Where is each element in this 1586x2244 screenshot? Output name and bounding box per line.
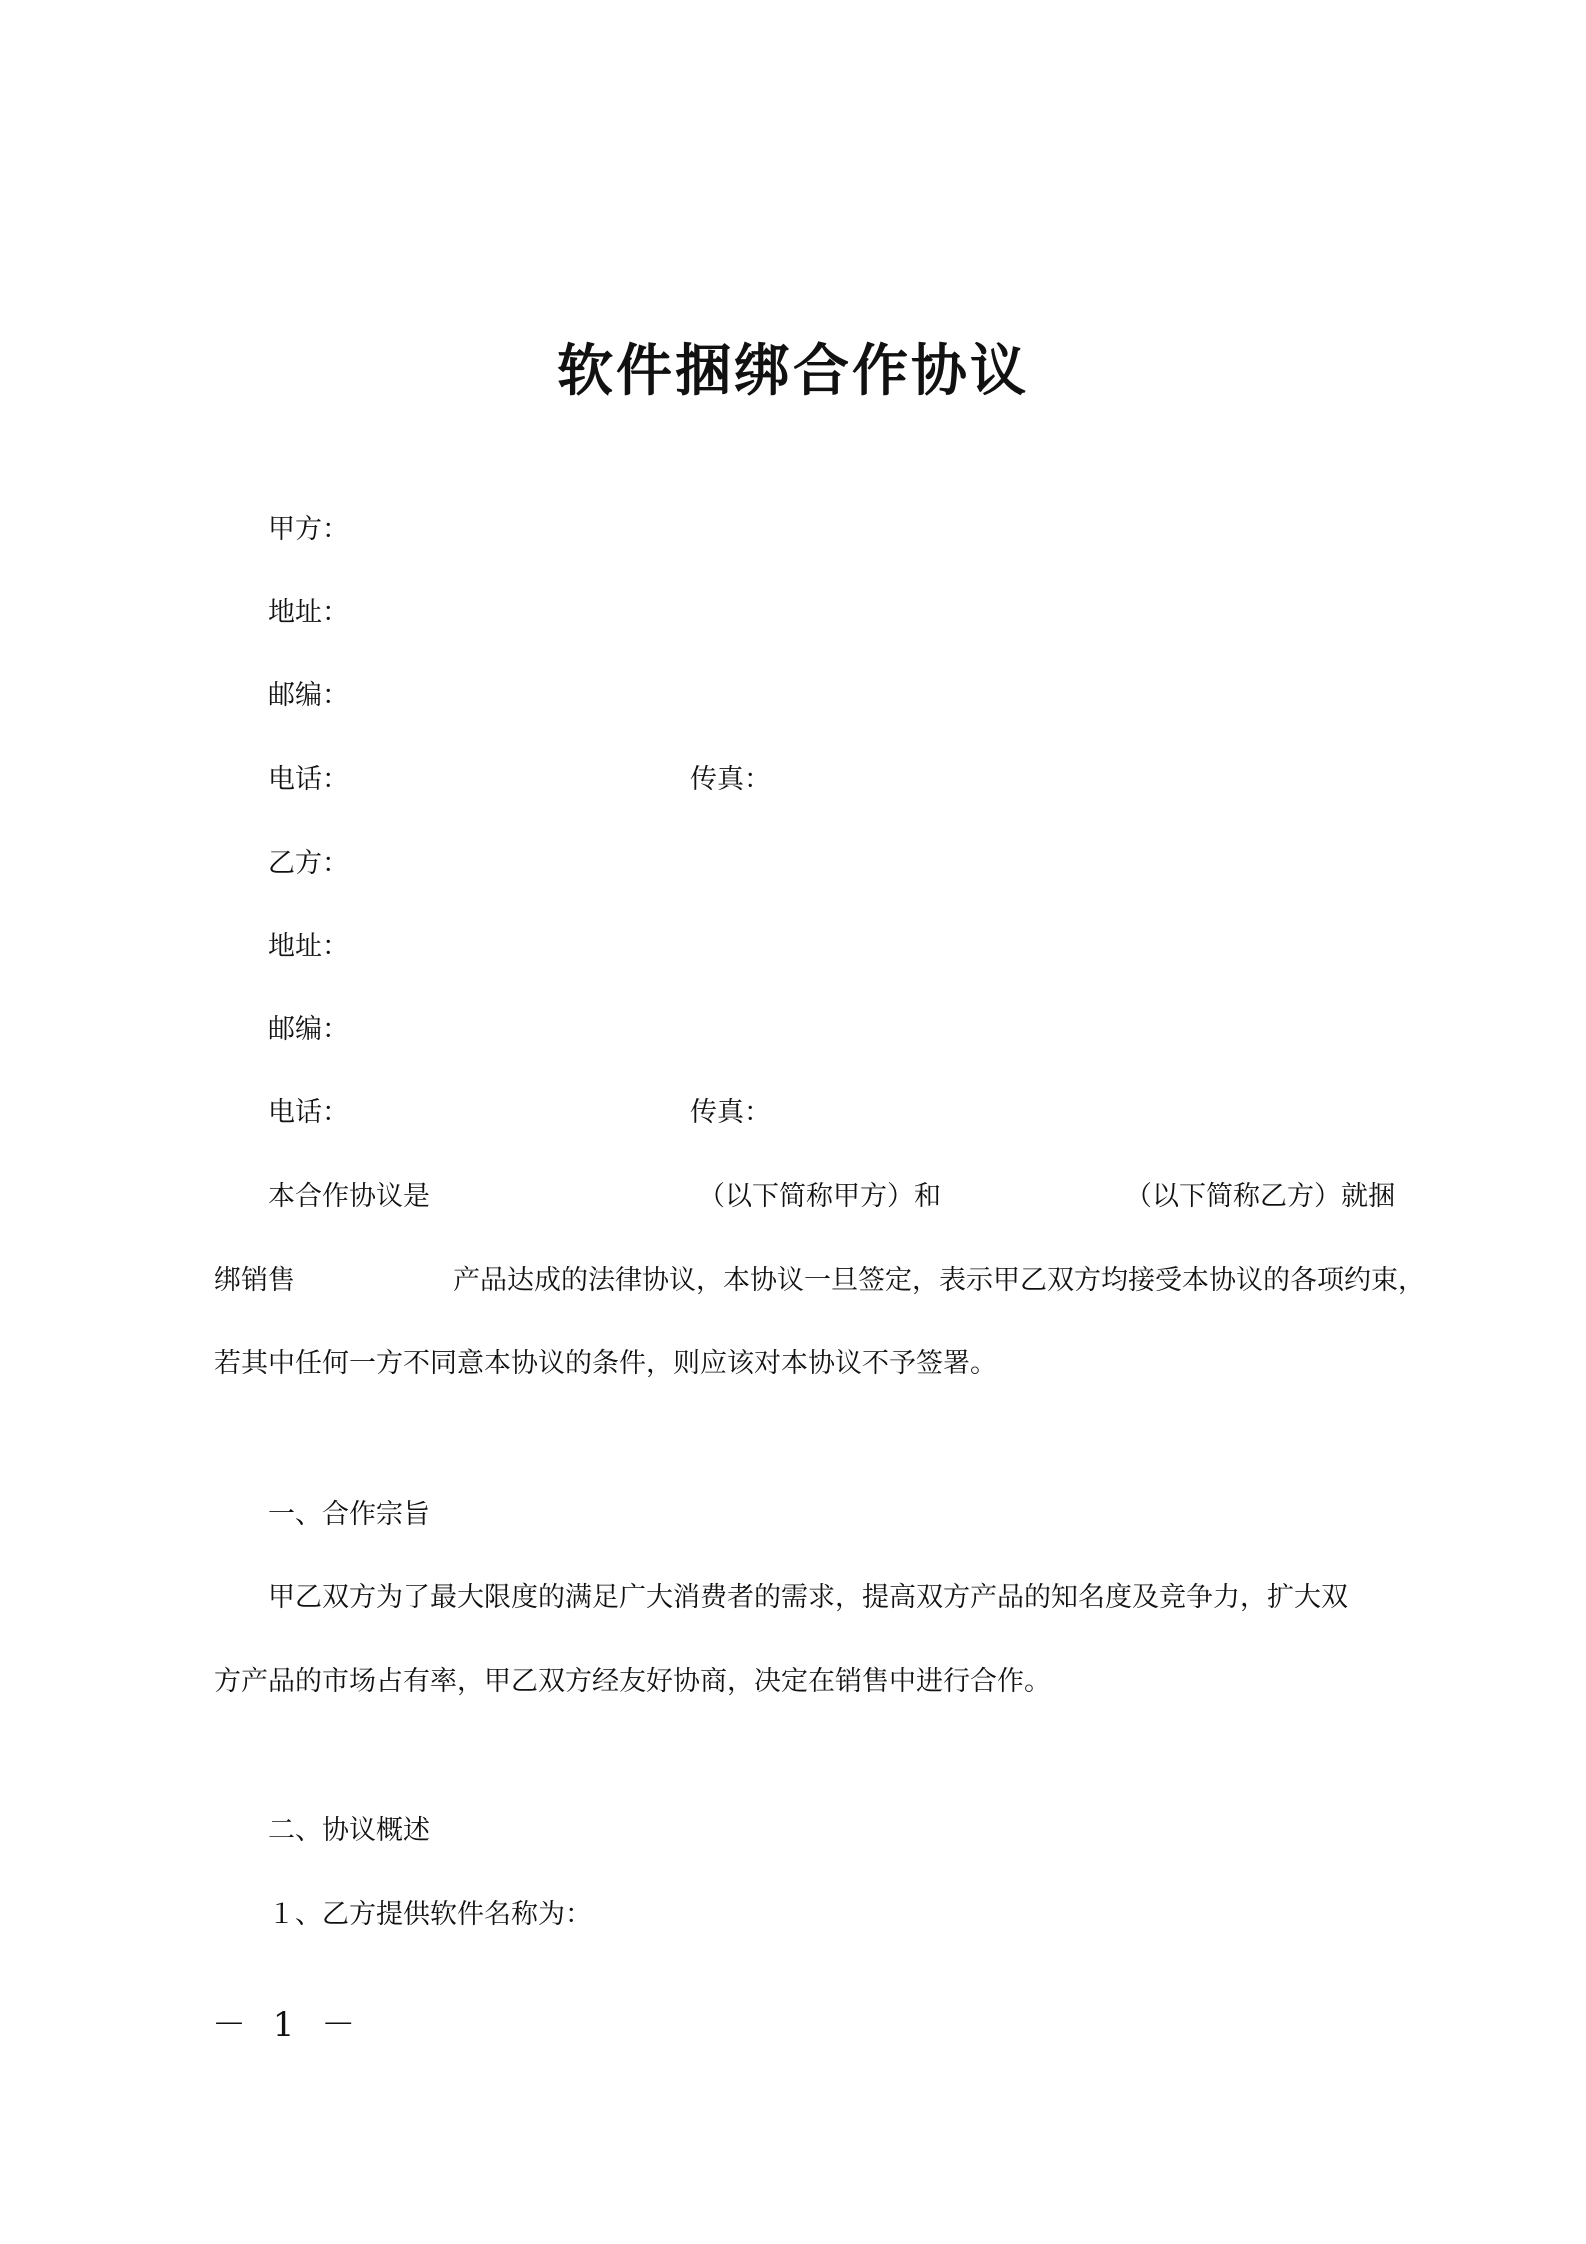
intro-line-2-part-1: 绑销售 (214, 1265, 295, 1296)
party-a-zip-label: 邮编： (268, 680, 349, 711)
document-title: 软件捆绑合作协议 (557, 339, 1029, 404)
party-b-fax-label: 传真： (690, 1097, 771, 1128)
section-1-line-2: 方产品的市场占有率，甲乙双方经友好协商，决定在销售中进行合作。 (214, 1666, 1051, 1697)
party-a-fax-label: 传真： (690, 764, 771, 795)
intro-line-2 (214, 1265, 1425, 1297)
intro-line-2-part-2: 产品达成的法律协议，本协议一旦签定，表示甲乙双方均接受本协议的各项约束， (453, 1265, 1425, 1296)
intro-line-1 (268, 1181, 1452, 1213)
party-b-label: 乙方： (268, 848, 349, 879)
intro-line-1-part-3: （以下简称乙方）就捆 (1125, 1181, 1395, 1212)
page-number: － 1 － (212, 2005, 364, 2045)
intro-line-1-part-2: （以下简称甲方）和 (698, 1181, 941, 1212)
section-1-heading: 一、合作宗旨 (268, 1499, 430, 1530)
section-2-heading: 二、协议概述 (268, 1815, 430, 1846)
party-b-phone-label: 电话： (268, 1097, 349, 1128)
party-b-zip-label: 邮编： (268, 1014, 349, 1045)
section-1-line-1: 甲乙双方为了最大限度的满足广大消费者的需求，提高双方产品的知名度及竞争力，扩大双 (268, 1582, 1348, 1613)
party-a-phone-label: 电话： (268, 764, 349, 795)
intro-line-3: 若其中任何一方不同意本协议的条件，则应该对本协议不予签署。 (214, 1348, 997, 1379)
section-2-item-1: １、乙方提供软件名称为： (268, 1899, 592, 1930)
party-b-address-label: 地址： (268, 931, 349, 962)
intro-line-1-part-1: 本合作协议是 (268, 1181, 430, 1212)
party-a-address-label: 地址： (268, 597, 349, 628)
party-a-label: 甲方： (268, 514, 349, 545)
